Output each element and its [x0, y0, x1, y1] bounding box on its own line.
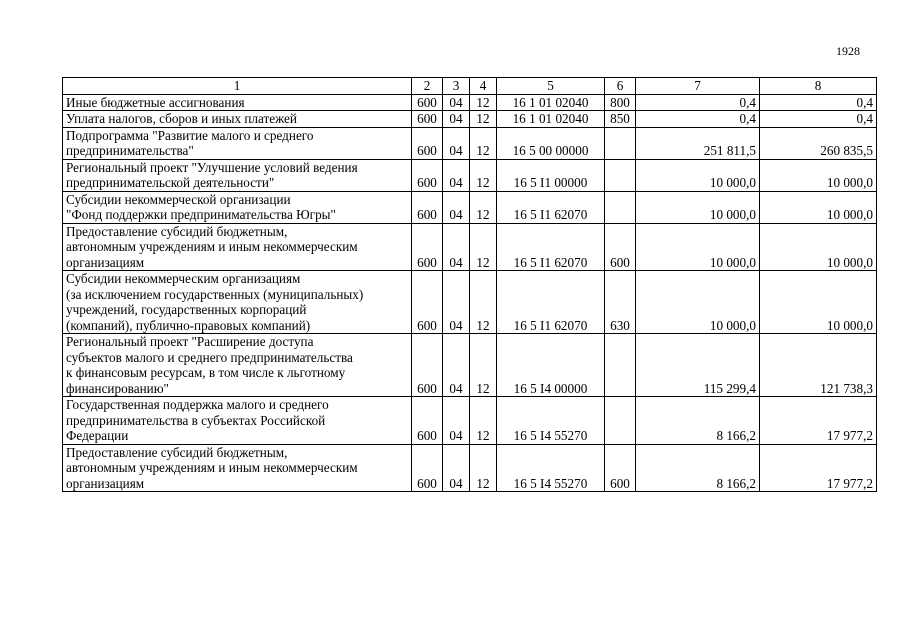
target-article-cell: 16 5 I1 62070 — [497, 191, 605, 223]
table-row — [63, 397, 877, 445]
amount-year1-cell: 8 166,2 — [636, 444, 760, 492]
table-row — [63, 223, 877, 271]
ministry-code-cell: 600 — [412, 111, 443, 128]
amount-year2-cell: 10 000,0 — [760, 191, 877, 223]
ministry-code-cell: 600 — [412, 127, 443, 159]
table-row — [63, 111, 877, 128]
subsection-code-cell: 12 — [470, 271, 497, 334]
column-header: 8 — [760, 78, 877, 95]
expense-type-cell — [605, 127, 636, 159]
amount-year1-cell: 115 299,4 — [636, 334, 760, 397]
target-article-cell: 16 5 I4 55270 — [497, 397, 605, 445]
amount-year2-cell: 121 738,3 — [760, 334, 877, 397]
ministry-code-cell: 600 — [412, 444, 443, 492]
expense-type-cell — [605, 191, 636, 223]
subsection-code-cell: 12 — [470, 223, 497, 271]
expense-type-cell: 630 — [605, 271, 636, 334]
table-header-row — [63, 78, 877, 95]
section-code-cell: 04 — [443, 159, 470, 191]
target-article-cell: 16 5 I4 00000 — [497, 334, 605, 397]
expense-type-cell — [605, 159, 636, 191]
section-code-cell: 04 — [443, 94, 470, 111]
amount-year2-cell: 17 977,2 — [760, 397, 877, 445]
column-header: 7 — [636, 78, 760, 95]
expense-type-cell — [605, 334, 636, 397]
column-header: 5 — [497, 78, 605, 95]
row-name-cell: Подпрограмма "Развитие малого и среднего предпринимательства" — [63, 127, 412, 159]
ministry-code-cell: 600 — [412, 223, 443, 271]
section-code-cell: 04 — [443, 444, 470, 492]
row-name-cell: Региональный проект "Улучшение условий ведения предпринимательской деятельности" — [63, 159, 412, 191]
row-name-cell: Региональный проект "Расширение доступа субъектов малого и среднего предпринимательства к финансовым ресурсам, в том числе к льготному финансированию" — [63, 334, 412, 397]
subsection-code-cell: 12 — [470, 159, 497, 191]
target-article-cell: 16 1 01 02040 — [497, 94, 605, 111]
column-header: 1 — [63, 78, 412, 95]
column-header: 6 — [605, 78, 636, 95]
amount-year2-cell: 10 000,0 — [760, 159, 877, 191]
expense-type-cell: 600 — [605, 444, 636, 492]
expense-type-cell: 850 — [605, 111, 636, 128]
ministry-code-cell: 600 — [412, 334, 443, 397]
amount-year2-cell: 17 977,2 — [760, 444, 877, 492]
subsection-code-cell: 12 — [470, 94, 497, 111]
amount-year1-cell: 0,4 — [636, 111, 760, 128]
subsection-code-cell: 12 — [470, 111, 497, 128]
amount-year2-cell: 0,4 — [760, 94, 877, 111]
amount-year1-cell: 251 811,5 — [636, 127, 760, 159]
column-header: 4 — [470, 78, 497, 95]
amount-year1-cell: 8 166,2 — [636, 397, 760, 445]
amount-year2-cell: 10 000,0 — [760, 271, 877, 334]
subsection-code-cell: 12 — [470, 334, 497, 397]
target-article-cell: 16 5 I1 62070 — [497, 271, 605, 334]
section-code-cell: 04 — [443, 111, 470, 128]
ministry-code-cell: 600 — [412, 271, 443, 334]
column-header: 2 — [412, 78, 443, 95]
amount-year1-cell: 10 000,0 — [636, 223, 760, 271]
target-article-cell: 16 5 I4 55270 — [497, 444, 605, 492]
section-code-cell: 04 — [443, 271, 470, 334]
table-row — [63, 127, 877, 159]
subsection-code-cell: 12 — [470, 191, 497, 223]
row-name-cell: Предоставление субсидий бюджетным, автономным учреждениям и иным некоммерческим организациям — [63, 223, 412, 271]
budget-table — [62, 77, 877, 492]
expense-type-cell: 800 — [605, 94, 636, 111]
row-name-cell: Предоставление субсидий бюджетным, автономным учреждениям и иным некоммерческим организациям — [63, 444, 412, 492]
table-row — [63, 334, 877, 397]
section-code-cell: 04 — [443, 223, 470, 271]
amount-year2-cell: 260 835,5 — [760, 127, 877, 159]
expense-type-cell: 600 — [605, 223, 636, 271]
target-article-cell: 16 1 01 02040 — [497, 111, 605, 128]
target-article-cell: 16 5 I1 62070 — [497, 223, 605, 271]
ministry-code-cell: 600 — [412, 191, 443, 223]
table-row — [63, 444, 877, 492]
amount-year1-cell: 10 000,0 — [636, 159, 760, 191]
ministry-code-cell: 600 — [412, 397, 443, 445]
amount-year2-cell: 10 000,0 — [760, 223, 877, 271]
ministry-code-cell: 600 — [412, 159, 443, 191]
row-name-cell: Уплата налогов, сборов и иных платежей — [63, 111, 412, 128]
subsection-code-cell: 12 — [470, 444, 497, 492]
ministry-code-cell: 600 — [412, 94, 443, 111]
target-article-cell: 16 5 I1 00000 — [497, 159, 605, 191]
section-code-cell: 04 — [443, 127, 470, 159]
expense-type-cell — [605, 397, 636, 445]
page-number: 1928 — [836, 44, 860, 58]
amount-year2-cell: 0,4 — [760, 111, 877, 128]
amount-year1-cell: 10 000,0 — [636, 271, 760, 334]
amount-year1-cell: 0,4 — [636, 94, 760, 111]
section-code-cell: 04 — [443, 334, 470, 397]
section-code-cell: 04 — [443, 397, 470, 445]
row-name-cell: Субсидии некоммерческой организации "Фонд поддержки предпринимательства Югры" — [63, 191, 412, 223]
row-name-cell: Государственная поддержка малого и среднего предпринимательства в субъектах Российской Федерации — [63, 397, 412, 445]
row-name-cell: Иные бюджетные ассигнования — [63, 94, 412, 111]
amount-year1-cell: 10 000,0 — [636, 191, 760, 223]
column-header: 3 — [443, 78, 470, 95]
table-row — [63, 94, 877, 111]
table-row — [63, 191, 877, 223]
subsection-code-cell: 12 — [470, 127, 497, 159]
subsection-code-cell: 12 — [470, 397, 497, 445]
table-row — [63, 159, 877, 191]
target-article-cell: 16 5 00 00000 — [497, 127, 605, 159]
section-code-cell: 04 — [443, 191, 470, 223]
row-name-cell: Субсидии некоммерческим организациям (за исключением государственных (муниципальных) учреждений, государственных корпораций (компаний), публично-правовых компаний) — [63, 271, 412, 334]
table-row — [63, 271, 877, 334]
